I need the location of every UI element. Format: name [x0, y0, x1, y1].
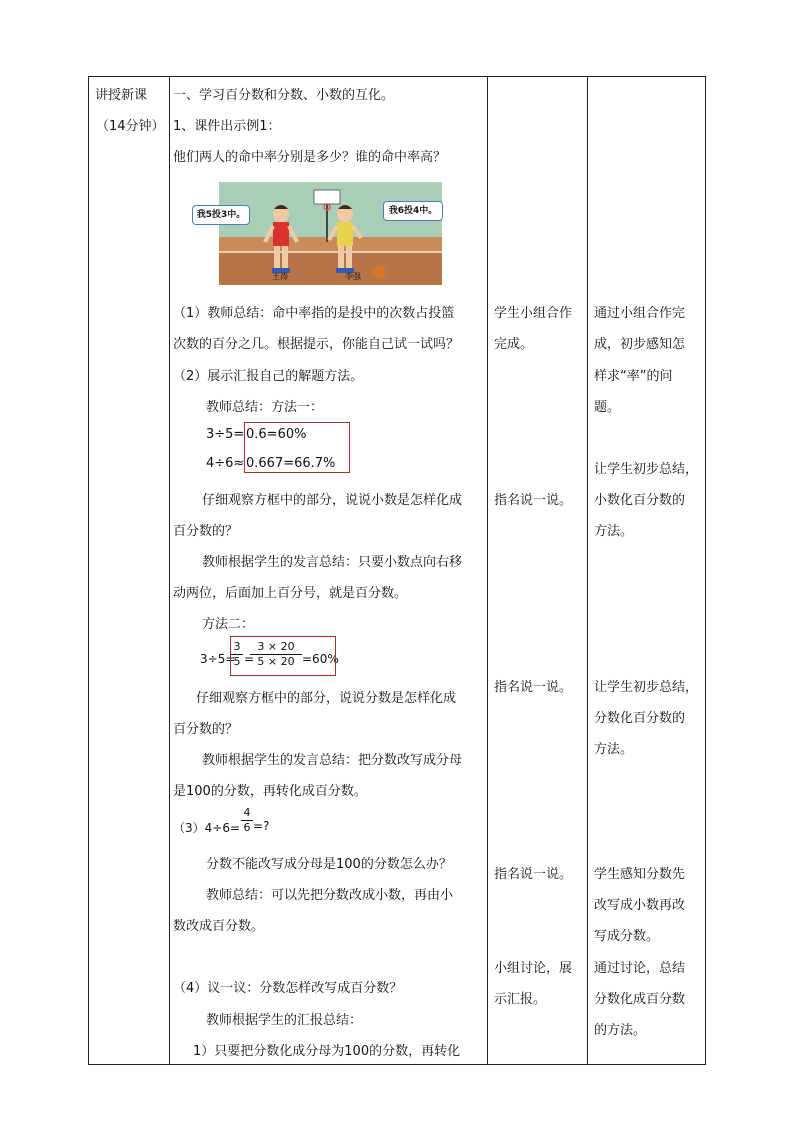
intent-1-line4: 题。: [594, 400, 621, 415]
summary-4: 教师根据学生的汇报总结：: [206, 1013, 363, 1028]
method-1-eq1-left: 3÷5=: [206, 427, 245, 442]
intent-3-line3: 方法。: [594, 742, 634, 757]
step-3-suffix: =?: [253, 819, 270, 833]
step-4: （4）议一议：分数怎样改写成百分数？: [173, 981, 403, 996]
method-2-equals: =: [244, 652, 255, 666]
section-title: 一、学习百分数和分数、小数的互化。: [173, 88, 395, 103]
observe-fraction-question-cont: 百分数的？: [173, 722, 239, 737]
summary-fraction-rule: 教师根据学生的发言总结：把分数改写成分母: [202, 753, 463, 768]
stage-title: 讲授新课: [95, 88, 148, 103]
student-activity-2: 指名说一说。: [494, 493, 573, 508]
column-divider: [169, 77, 170, 1064]
method-2-fraction-2: 3 × 20 5 × 20: [250, 641, 302, 668]
intent-2-line1: 让学生初步总结，: [594, 462, 699, 477]
intent-3-line1: 让学生初步总结，: [594, 680, 699, 695]
player-name-left: 王涛: [272, 272, 288, 281]
rule-1: 1）只要把分数化成分母为100的分数，再转化: [193, 1044, 461, 1059]
intent-1-line2: 成，初步感知怎: [594, 337, 686, 352]
summary-decimal-rule: 教师根据学生的发言总结：只要小数点向右移: [202, 555, 463, 570]
method-1-eq2-right: 0.667=66.7%: [246, 456, 336, 471]
speech-bubble-left: 我5投3中。: [192, 205, 250, 225]
teacher-summary-p1-cont: 次数的百分之几。根据提示，你能自己试一试吗？: [173, 337, 460, 352]
column-divider: [587, 77, 588, 1064]
student-activity-5-cont: 示汇报。: [494, 992, 547, 1007]
observe-decimal-question: 仔细观察方框中的部分，说说小数是怎样化成: [202, 493, 463, 508]
speech-bubble-right: 我6投4中。: [383, 201, 443, 221]
teacher-summary-p1: （1）教师总结：命中率指的是投中的次数占投篮: [173, 306, 455, 321]
intent-2-line3: 方法。: [594, 524, 634, 539]
method-1-eq2-left: 4÷6≈: [206, 456, 245, 471]
student-activity-3: 指名说一说。: [494, 680, 573, 695]
intent-1-line1: 通过小组合作完: [594, 306, 686, 321]
intent-5-line2: 分数化成百分数: [594, 992, 686, 1007]
question-3: 分数不能改写成分母是100的分数怎么办？: [206, 857, 452, 872]
step-3-prefix: （3）4÷6=: [173, 821, 241, 835]
method-2-result: =60%: [302, 652, 339, 666]
intent-5-line3: 的方法。: [594, 1023, 647, 1038]
player-name-right: 李强: [345, 272, 361, 281]
student-activity-1-cont: 完成。: [494, 337, 534, 352]
student-activity-4: 指名说一说。: [494, 867, 573, 882]
student-activity-5: 小组讨论，展: [494, 961, 573, 976]
stage-time: （14分钟）: [96, 119, 165, 134]
example-intro: 1、课件出示例1：: [173, 119, 281, 134]
summary-3-cont: 数改成百分数。: [173, 919, 265, 934]
column-divider: [487, 77, 488, 1064]
intent-4-line3: 写成分数。: [594, 929, 660, 944]
intent-3-line2: 分数化百分数的: [594, 711, 686, 726]
summary-3: 教师总结：可以先把分数改成小数，再由小: [206, 888, 454, 903]
student-activity-1: 学生小组合作: [494, 306, 573, 321]
observe-fraction-question: 仔细观察方框中的部分，说说分数是怎样化成: [196, 691, 457, 706]
intent-2-line2: 小数化百分数的: [594, 493, 686, 508]
intent-4-line1: 学生感知分数先: [594, 867, 686, 882]
basketball-illustration: [219, 182, 442, 285]
highlight-box-fraction: [230, 636, 336, 676]
method-2-title: 方法二：: [202, 617, 255, 632]
intent-4-line2: 改写成小数再改: [594, 898, 686, 913]
summary-fraction-rule-cont: 是100的分数，再转化成百分数。: [173, 784, 367, 799]
method-1-eq1-right: 0.6=60%: [246, 427, 307, 442]
step-3-fraction: 4 6: [241, 807, 253, 834]
method-1-title: 教师总结：方法一：: [206, 400, 324, 415]
highlight-box-decimal: [244, 422, 350, 473]
example-question: 他们两人的命中率分别是多少？谁的命中率高？: [173, 150, 447, 165]
summary-decimal-rule-cont: 动两位，后面加上百分号，就是百分数。: [173, 586, 408, 601]
intent-5-line1: 通过讨论，总结: [594, 961, 686, 976]
method-2-fraction-1: 3 5: [231, 641, 243, 668]
method-2-prefix: 3÷5=: [200, 652, 236, 666]
intent-1-line3: 样求“率”的问: [594, 369, 673, 384]
step-2: （2）展示汇报自己的解题方法。: [173, 369, 364, 384]
observe-decimal-question-cont: 百分数的？: [173, 524, 239, 539]
